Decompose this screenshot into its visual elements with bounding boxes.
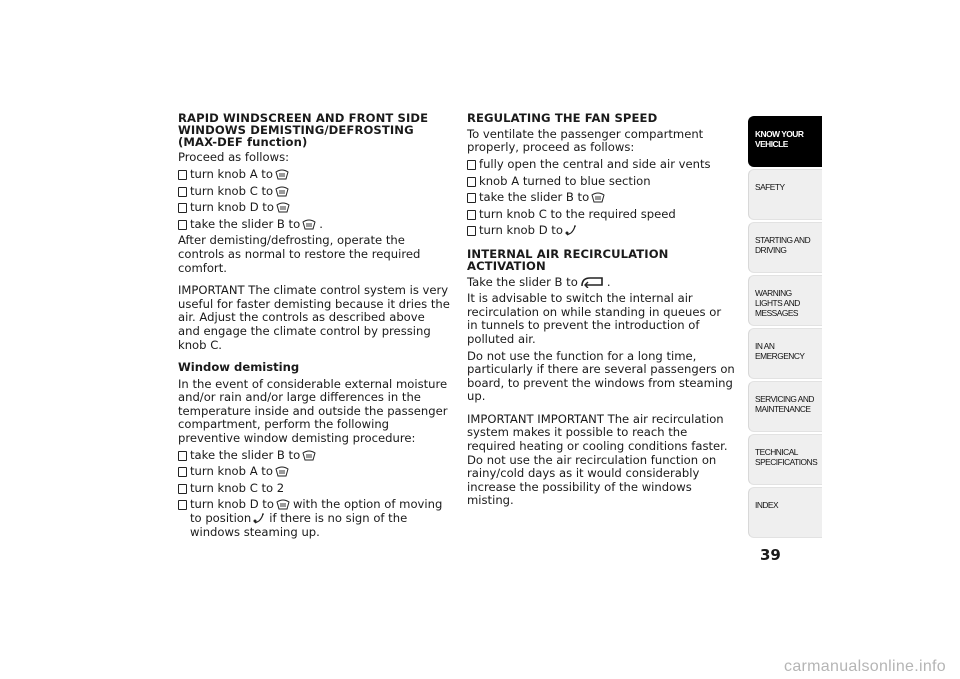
step-text: fully open the central and side air vents xyxy=(479,156,711,171)
list-item xyxy=(178,185,450,199)
step-text: take the slider B to xyxy=(190,447,301,462)
section-heading-recirculation: INTERNAL AIR RECIRCULATION ACTIVATION xyxy=(467,246,669,273)
recirc-text-1: It is advisable to switch the internal air recirculation on while standing in queues or in tunnels to prevent the introduction of polluted air. xyxy=(467,291,722,346)
tab-warning-lights[interactable]: WARNING LIGHTS AND MESSAGES xyxy=(748,275,822,326)
important-note: IMPORTANT IMPORTANT The air recirculation system makes it possible to reach the required heating or cooling conditions faster. Do not use the air recirculation function on rainy/cold days as it would considerably increase the possibility of the windows misting. xyxy=(467,411,728,508)
left-column xyxy=(178,113,450,542)
section-heading-window-demisting: Window demisting xyxy=(178,360,300,375)
tab-technical-specs[interactable]: TECHNICAL SPECIFICATIONS xyxy=(748,434,822,485)
important-note: IMPORTANT The climate control system is very useful for faster demisting because it dries the air. Adjust the controls as described above and engage the climate control by pressing knob C. xyxy=(178,283,450,352)
step-text: take the slider B to xyxy=(190,216,301,231)
tab-index[interactable]: INDEX xyxy=(748,487,822,538)
watermark: carmanualsonline.info xyxy=(784,658,946,675)
tab-in-an-emergency[interactable]: IN AN EMERGENCY xyxy=(748,328,822,379)
windscreen-defrost-icon xyxy=(276,499,290,510)
list-item xyxy=(178,465,450,479)
step-text: turn knob A to xyxy=(190,464,273,479)
tab-servicing[interactable]: SERVICING AND MAINTENANCE xyxy=(748,381,822,432)
windscreen-defrost-icon xyxy=(302,219,316,230)
list-item xyxy=(467,191,735,205)
intro-text: To ventilate the passenger compartment properly, proceed as follows: xyxy=(467,126,704,155)
section-heading-max-def: RAPID WINDSCREEN AND FRONT SIDE WINDOWS DEMISTING/DEFROSTING (MAX-DEF function) xyxy=(178,111,429,149)
air-recirculation-icon xyxy=(580,276,604,288)
windscreen-defrost-icon xyxy=(275,466,289,477)
step-text: turn knob D to xyxy=(190,497,274,512)
list-item xyxy=(467,158,735,172)
step-text: turn knob C to xyxy=(190,183,274,198)
list-item xyxy=(178,498,450,539)
step-text: with the option of moving to position xyxy=(190,497,443,526)
list-item xyxy=(467,208,735,222)
after-text: After demisting/defrosting, operate the controls as normal to restore the required comfort. xyxy=(178,233,421,275)
windscreen-defrost-icon xyxy=(591,192,605,203)
slider-text: Take the slider B to . xyxy=(467,274,611,289)
list-item xyxy=(467,224,735,238)
section-heading-fan-speed: REGULATING THE FAN SPEED xyxy=(467,111,658,125)
windscreen-defrost-icon xyxy=(275,186,289,197)
right-column xyxy=(467,113,735,511)
list-item: take the slider B to . xyxy=(178,218,450,232)
page-number: 39 xyxy=(760,546,781,564)
tab-safety[interactable]: SAFETY xyxy=(748,169,822,220)
vent-feet-icon xyxy=(253,513,266,524)
step-text: take the slider B to xyxy=(479,190,590,205)
list-item xyxy=(178,168,450,182)
list-item xyxy=(178,201,450,215)
list-item xyxy=(178,482,450,496)
step-text: turn knob C to 2 xyxy=(190,480,285,495)
windscreen-defrost-icon xyxy=(302,450,316,461)
intro-text: Proceed as follows: xyxy=(178,150,290,165)
step-text: turn knob A to xyxy=(190,166,273,181)
step-text: turn knob D to xyxy=(479,223,563,238)
windscreen-defrost-icon xyxy=(275,169,289,180)
list-item xyxy=(467,175,735,189)
windscreen-defrost-icon xyxy=(276,202,290,213)
slider-label: Take the slider B to xyxy=(467,274,578,289)
chapter-tabs xyxy=(748,116,822,540)
step-text: knob A turned to blue section xyxy=(479,173,651,188)
step-text: turn knob D to xyxy=(190,200,274,215)
demist-text: In the event of considerable external moisture and/or rain and/or large differences in the temperature inside and outside the passenger compartment, perform the following preventive window demisting procedure: xyxy=(178,376,448,446)
vent-feet-icon xyxy=(565,225,578,236)
tab-starting-and-driving[interactable]: STARTING AND DRIVING xyxy=(748,222,822,273)
step-text: if there is no sign of the windows steaming up. xyxy=(190,511,408,539)
step-text: turn knob C to the required speed xyxy=(479,206,676,221)
list-item xyxy=(178,449,450,463)
recirc-text-2: Do not use the function for a long time, particularly if there are several passengers on board, to prevent the windows from steaming up. xyxy=(467,348,735,404)
tab-know-your-vehicle[interactable]: KNOW YOUR VEHICLE xyxy=(748,116,822,167)
